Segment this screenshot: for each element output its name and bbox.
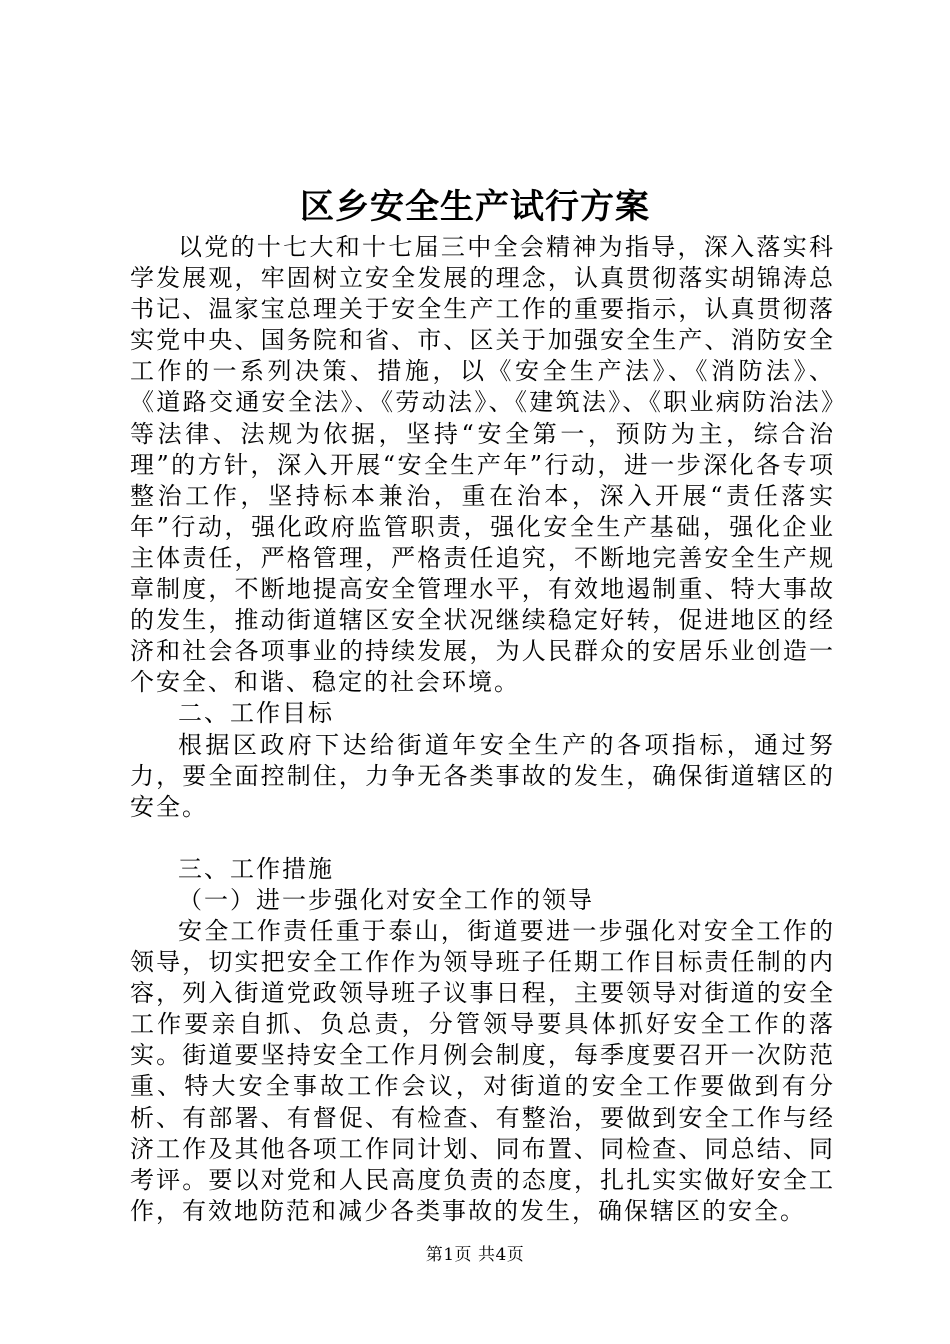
page-footer: 第1页 共4页 [425,1245,525,1265]
document-title: 区乡安全生产试行方案 [300,187,650,227]
document-body [130,232,835,1227]
leadership-paragraph: 安全工作责任重于泰山，街道要进一步强化对安全工作的领导，切实把安全工作作为领导班子任期工作目标责任制的内容，列入街道党政领导班子议事日程，主要领导对街道的安全工作要亲自抓、负总责，分管领导要具体抓好安全工作的落实。街道要坚持安全工作月例会制度，每季度要召开一次防范重、特大安全事故工作会议，对街道的安全工作要做到有分析、有部署、有督促、有检查、有整治，要做到安全工作与经济工作及其他各项工作同计划、同布置、同检查、同总结、同考评。要以对党和人民高度负责的态度，扎扎实实做好安全工作，有效地防范和减少各类事故的发生，确保辖区的安全。 [130,916,835,1225]
blank-line [130,823,835,854]
subsection-heading-leadership: （一）进一步强化对安全工作的领导 [178,885,594,914]
intro-paragraph: 以党的十七大和十七届三中全会精神为指导，深入落实科学发展观，牢固树立安全发展的理念，认真贯彻落实胡锦涛总书记、温家宝总理关于安全生产工作的重要指示，认真贯彻落实党中央、国务院和省、市、区关于加强安全生产、消防安全工作的一系列决策、措施，以《安全生产法》、《消防法》、《道路交通安全法》、《劳动法》、《建筑法》、《职业病防治法》等法律、法规为依据，坚持“安全第一，预防为主，综合治理”的方针，深入开展“安全生产年”行动，进一步深化各专项整治工作，坚持标本兼治，重在治本，深入开展“责任落实年”行动，强化政府监管职责，强化安全生产基础，强化企业主体责任，严格管理，严格责任追究，不断地完善安全生产规章制度，不断地提高安全管理水平，有效地遏制重、特大事故的发生，推动街道辖区安全状况继续稳定好转，促进地区的经济和社会各项事业的持续发展，为人民群众的安居乐业创造一个安全、和谐、稳定的社会环境。 [130,233,835,697]
section-heading-measures: 三、工作措施 [178,854,334,883]
section-heading-goals: 二、工作目标 [178,699,334,728]
goals-paragraph: 根据区政府下达给街道年安全生产的各项指标，通过努力，要全面控制住，力争无各类事故的发生，确保街道辖区的安全。 [130,730,835,821]
